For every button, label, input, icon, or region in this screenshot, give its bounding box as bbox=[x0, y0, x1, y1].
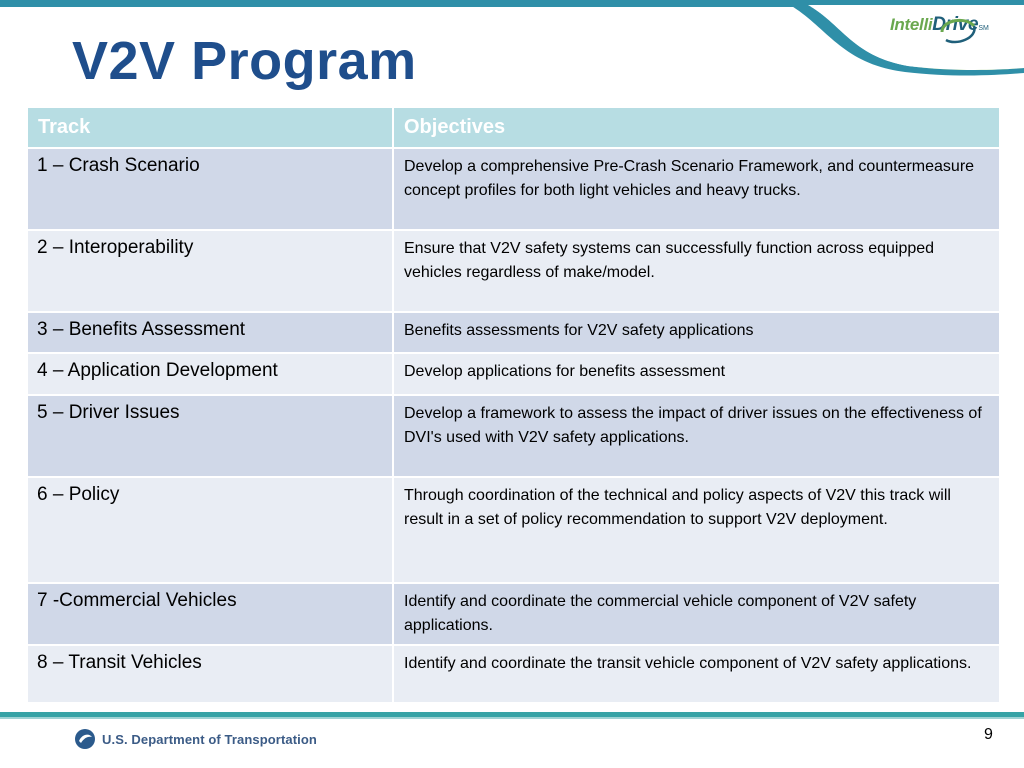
column-header-objectives: Objectives bbox=[393, 107, 1000, 148]
table-row bbox=[27, 645, 1000, 703]
track-cell: 8 – Transit Vehicles bbox=[27, 645, 393, 703]
table-row bbox=[27, 395, 1000, 477]
logo-drive-text: Drive bbox=[932, 14, 979, 35]
table-row bbox=[27, 148, 1000, 230]
track-cell: 2 – Interoperability bbox=[27, 230, 393, 312]
track-cell: 6 – Policy bbox=[27, 477, 393, 583]
dot-seal-icon bbox=[74, 728, 96, 750]
objective-cell: Develop applications for benefits assessment bbox=[393, 353, 1000, 395]
table-row bbox=[27, 312, 1000, 353]
objective-cell: Ensure that V2V safety systems can successfully function across equipped vehicles regardless of make/model. bbox=[393, 230, 1000, 312]
track-cell: 5 – Driver Issues bbox=[27, 395, 393, 477]
logo-mark: SM bbox=[978, 25, 989, 32]
objectives-table bbox=[26, 106, 1001, 704]
table-header-row bbox=[27, 107, 1000, 148]
intellidrive-logo bbox=[890, 14, 989, 44]
track-cell: 3 – Benefits Assessment bbox=[27, 312, 393, 353]
column-header-track: Track bbox=[27, 107, 393, 148]
table-row bbox=[27, 353, 1000, 395]
table-row bbox=[27, 230, 1000, 312]
logo-intelli-text: Intelli bbox=[890, 15, 933, 34]
objective-cell: Identify and coordinate the commercial vehicle component of V2V safety applications. bbox=[393, 583, 1000, 645]
table-row bbox=[27, 583, 1000, 645]
page-number: 9 bbox=[984, 726, 993, 743]
track-cell: 4 – Application Development bbox=[27, 353, 393, 395]
track-cell: 7 -Commercial Vehicles bbox=[27, 583, 393, 645]
table-row bbox=[27, 477, 1000, 583]
dot-footer-logo bbox=[74, 728, 317, 750]
objective-cell: Benefits assessments for V2V safety applications bbox=[393, 312, 1000, 353]
footer-org-name: U.S. Department of Transportation bbox=[102, 731, 317, 747]
objective-cell: Develop a framework to assess the impact of driver issues on the effectiveness of DVI's used with V2V safety applications. bbox=[393, 395, 1000, 477]
objective-cell: Through coordination of the technical and policy aspects of V2V this track will result in a set of policy recommendation to support V2V deployment. bbox=[393, 477, 1000, 583]
objective-cell: Develop a comprehensive Pre-Crash Scenario Framework, and countermeasure concept profiles for both light vehicles and heavy trucks. bbox=[393, 148, 1000, 230]
objective-cell: Identify and coordinate the transit vehicle component of V2V safety applications. bbox=[393, 645, 1000, 703]
footer-divider-light bbox=[0, 717, 1024, 719]
slide-title: V2V Program bbox=[72, 31, 417, 91]
track-cell: 1 – Crash Scenario bbox=[27, 148, 393, 230]
